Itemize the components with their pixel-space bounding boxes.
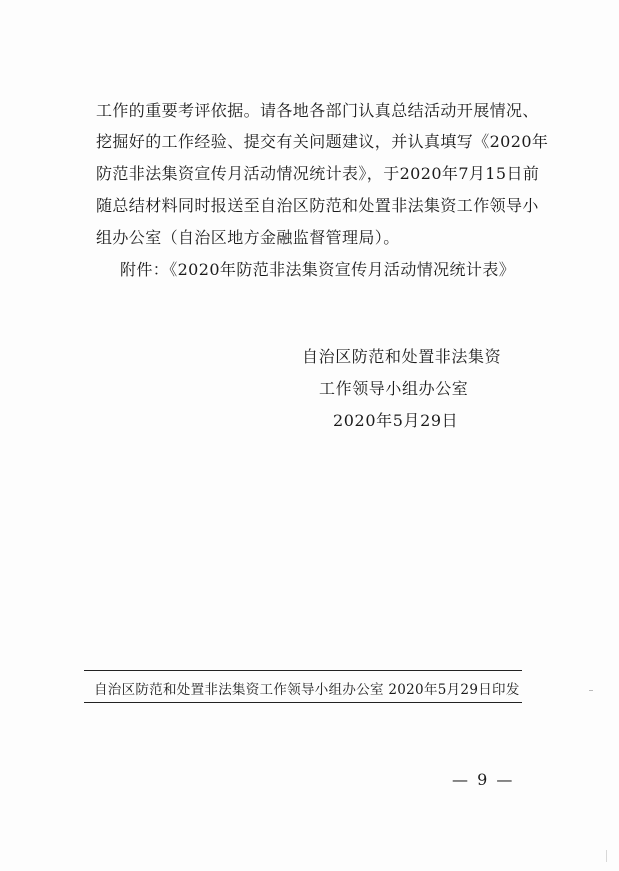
attachment-line: 附件：《2020年防范非法集资宣传月活动情况统计表》: [120, 260, 516, 279]
signature-org-line-2: 工作领导小组办公室: [319, 379, 469, 398]
body-line-4: 随总结材料同时报送至自治区防范和处置非法集资工作领导小: [96, 196, 539, 215]
body-line-5: 组办公室（自治区地方金融监督管理局）。: [96, 228, 400, 247]
body-line-1: 工作的重要考评依据。请各地各部门认真总结活动开展情况、: [96, 101, 539, 120]
signature-date: 2020年5月29日: [333, 411, 459, 430]
body-line-2: 挖掘好的工作经验、提交有关问题建议，并认真填写《2020年: [96, 132, 549, 151]
scan-edge-mark: [606, 850, 607, 862]
page-number: — 9 —: [452, 770, 515, 789]
footer-print-line: 自治区防范和处置非法集资工作领导小组办公室 2020年5月29日印发: [94, 682, 520, 698]
scan-speck: [589, 690, 593, 691]
footer-bottom-rule: [84, 702, 522, 703]
signature-org-line-1: 自治区防范和处置非法集资: [302, 347, 502, 366]
footer-top-rule: [84, 670, 522, 671]
body-line-3: 防范非法集资宣传月活动情况统计表》，于2020年7月15日前: [96, 164, 540, 183]
